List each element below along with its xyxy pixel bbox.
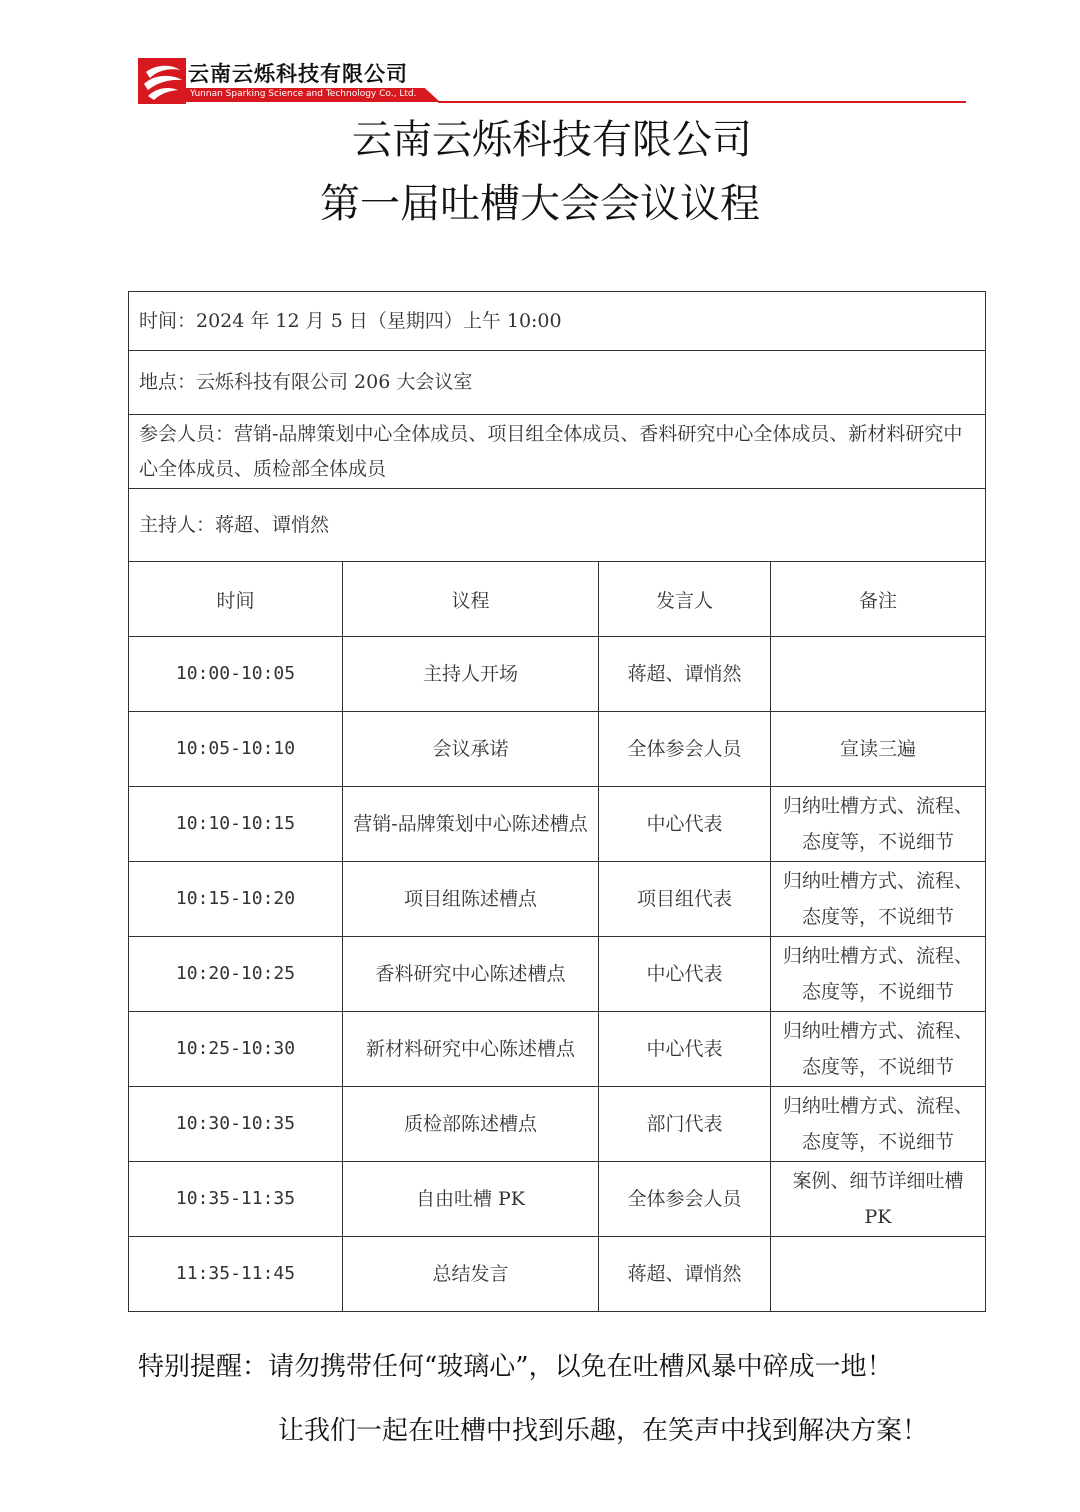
row-note: 归纳吐槽方式、流程、态度等，不说细节 — [771, 937, 986, 1012]
row-item: 总结发言 — [343, 1237, 599, 1312]
row-time: 10:10-10:15 — [129, 787, 343, 862]
row-item: 香料研究中心陈述槽点 — [343, 937, 599, 1012]
row-speaker: 蒋超、谭悄然 — [599, 1237, 771, 1312]
meeting-location: 地点：云烁科技有限公司 206 大会议室 — [129, 351, 986, 415]
row-item: 自由吐槽 PK — [343, 1162, 599, 1237]
table-row — [129, 712, 986, 787]
row-note: 归纳吐槽方式、流程、态度等，不说细节 — [771, 862, 986, 937]
sparking-swoosh-logo-icon — [138, 58, 186, 104]
row-time: 10:25-10:30 — [129, 1012, 343, 1087]
row-note: 案例、细节详细吐槽 PK — [771, 1162, 986, 1237]
row-speaker: 蒋超、谭悄然 — [599, 637, 771, 712]
col-header-note: 备注 — [771, 562, 986, 637]
table-row — [129, 1012, 986, 1087]
table-row — [129, 1162, 986, 1237]
meeting-host: 主持人：蒋超、谭悄然 — [129, 489, 986, 562]
row-speaker: 中心代表 — [599, 787, 771, 862]
agenda-table — [128, 291, 986, 1312]
row-note — [771, 637, 986, 712]
table-row — [129, 1087, 986, 1162]
row-item: 会议承诺 — [343, 712, 599, 787]
row-note — [771, 1237, 986, 1312]
row-note: 归纳吐槽方式、流程、态度等，不说细节 — [771, 1087, 986, 1162]
row-time: 10:35-11:35 — [129, 1162, 343, 1237]
row-note: 宣读三遍 — [771, 712, 986, 787]
row-time: 10:20-10:25 — [129, 937, 343, 1012]
meeting-attendees: 参会人员：营销-品牌策划中心全体成员、项目组全体成员、香料研究中心全体成员、新材料研究中心全体成员、质检部全体成员 — [129, 415, 986, 489]
doc-title-agenda: 第一届吐槽大会会议议程 — [320, 181, 760, 227]
row-time: 10:15-10:20 — [129, 862, 343, 937]
row-time: 10:05-10:10 — [129, 712, 343, 787]
row-item: 营销-品牌策划中心陈述槽点 — [343, 787, 599, 862]
company-name-en: Yunnan Sparking Science and Technology Co., Ltd. — [190, 89, 417, 99]
row-speaker: 中心代表 — [599, 937, 771, 1012]
company-letterhead — [138, 58, 968, 106]
special-reminder: 特别提醒：请勿携带任何“玻璃心”，以免在吐槽风暴中碎成一地！ — [138, 1352, 893, 1382]
doc-title-company: 云南云烁科技有限公司 — [352, 117, 752, 163]
row-speaker: 部门代表 — [599, 1087, 771, 1162]
row-item: 质检部陈述槽点 — [343, 1087, 599, 1162]
row-note: 归纳吐槽方式、流程、态度等，不说细节 — [771, 1012, 986, 1087]
row-time: 10:00-10:05 — [129, 637, 343, 712]
row-item: 项目组陈述槽点 — [343, 862, 599, 937]
row-note: 归纳吐槽方式、流程、态度等，不说细节 — [771, 787, 986, 862]
row-time: 11:35-11:45 — [129, 1237, 343, 1312]
table-row — [129, 1237, 986, 1312]
table-row — [129, 862, 986, 937]
row-item: 主持人开场 — [343, 637, 599, 712]
row-speaker: 中心代表 — [599, 1012, 771, 1087]
row-speaker: 项目组代表 — [599, 862, 771, 937]
row-speaker: 全体参会人员 — [599, 712, 771, 787]
info-location-row — [129, 351, 986, 415]
closing-message: 让我们一起在吐槽中找到乐趣，在笑声中找到解决方案！ — [278, 1416, 929, 1446]
info-host-row — [129, 489, 986, 562]
col-header-time: 时间 — [129, 562, 343, 637]
header-divider — [438, 101, 966, 103]
table-row — [129, 787, 986, 862]
row-time: 10:30-10:35 — [129, 1087, 343, 1162]
table-header-row — [129, 562, 986, 637]
company-name-cn: 云南云烁科技有限公司 — [188, 62, 408, 86]
row-speaker: 全体参会人员 — [599, 1162, 771, 1237]
meeting-time: 时间：2024 年 12 月 5 日（星期四）上午 10:00 — [129, 292, 986, 351]
info-attendees-row — [129, 415, 986, 489]
table-row — [129, 637, 986, 712]
table-row — [129, 937, 986, 1012]
col-header-speaker: 发言人 — [599, 562, 771, 637]
row-item: 新材料研究中心陈述槽点 — [343, 1012, 599, 1087]
col-header-agenda: 议程 — [343, 562, 599, 637]
info-time-row — [129, 292, 986, 351]
